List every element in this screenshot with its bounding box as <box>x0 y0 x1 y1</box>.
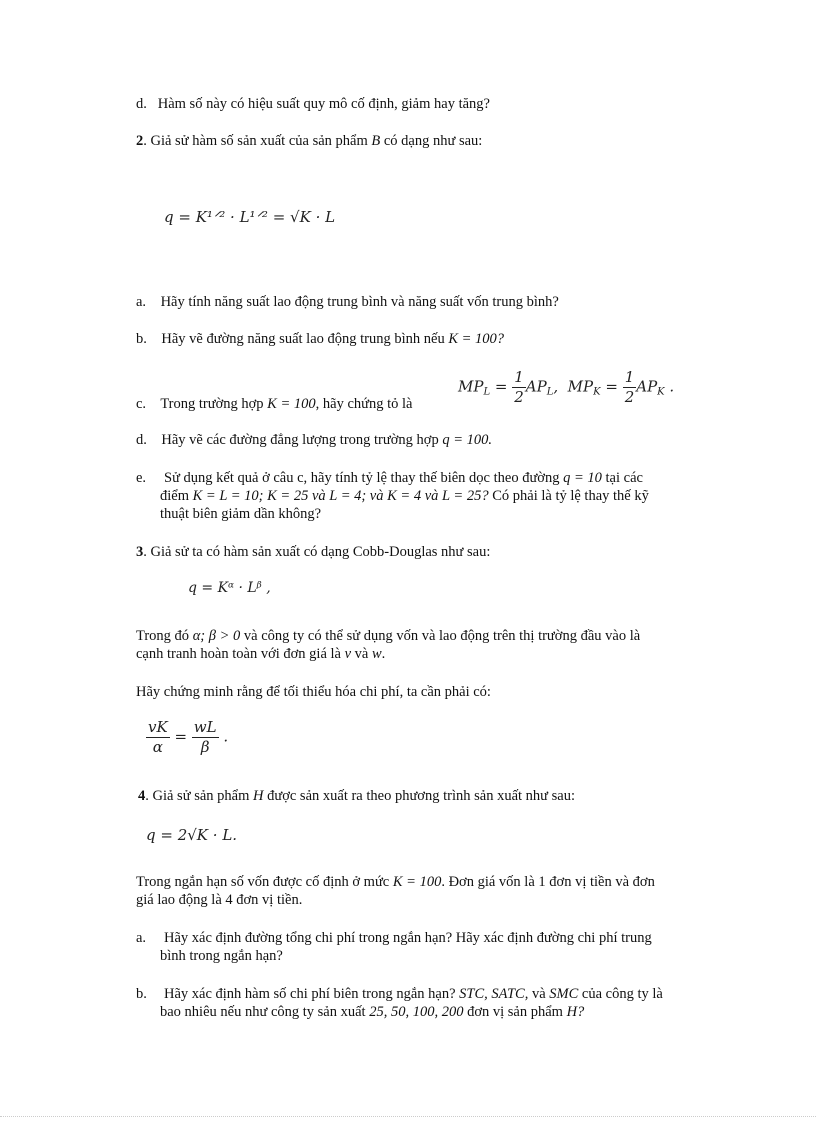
item-text: Hãy vẽ đường năng suất lao động trung bình nếu <box>161 331 449 347</box>
question-intro: . Giả sử sản phẩm <box>145 788 253 804</box>
item-math: K = L = 10; K = 25 và L = 4; và K = 4 và L = 25? <box>192 488 489 504</box>
q4-item-a-line2 <box>160 948 283 965</box>
item-condition: q = 100. <box>442 432 492 448</box>
item-condition: K = 100? <box>448 331 505 347</box>
question-number: 2 <box>136 133 144 149</box>
para-text: giá lao động là 4 đơn vị tiền. <box>136 892 303 908</box>
question-2-heading <box>136 133 482 150</box>
item-text: Sử dụng kết quả ở câu c, hãy tính tỷ lệ thay thế biên dọc theo đường <box>164 470 564 486</box>
para-text: cạnh tranh hoàn toàn với đơn giá là <box>136 646 345 662</box>
frac-left-den: α <box>152 738 163 756</box>
question-intro-end: có dạng như sau: <box>380 133 483 149</box>
formula-text: q = 2√K · L. <box>146 826 238 844</box>
item-label: b. <box>136 986 147 1002</box>
var-w: w <box>371 646 382 662</box>
item-math: 25, 50, 100, 200 <box>369 1004 464 1020</box>
item-text: thuật biên giảm dần không? <box>160 506 322 522</box>
q2-item-e <box>136 470 146 487</box>
item-math: STC, SATC, <box>459 986 529 1002</box>
formula-q3 <box>188 580 271 596</box>
q3-para1-line1 <box>136 628 640 645</box>
formula-q2 <box>164 208 335 226</box>
formula-mp-ap: $MP_L$ = $\frac{1}{2}$ $AP_L$, $MP_K$ = $\frac{1}{2}$ $AP_K$ . <box>458 368 675 406</box>
item-text: Hãy vẽ các đường đẳng lượng trong trường hợp <box>161 432 443 448</box>
para-text-post: . Đơn giá vốn là 1 đơn vị tiền và đơn <box>441 874 655 890</box>
item-text: bình trong ngắn hạn? <box>160 948 283 964</box>
para-text-post: và công ty có thể sử dụng vốn và lao động trên thị trường đầu vào là <box>240 628 641 644</box>
item-math-2: H? <box>566 1004 585 1020</box>
frac-right-num: wL <box>193 718 217 736</box>
question-number: 3 <box>136 544 144 560</box>
para-end: . <box>381 646 386 662</box>
item-text: điểm <box>160 488 193 504</box>
q2-item-e-line2 <box>160 488 649 505</box>
item-text: Trong trường hợp <box>160 396 268 412</box>
formula-text: q = Kᵅ · Lᵝ , <box>188 580 271 596</box>
item-label: e. <box>136 470 147 486</box>
q4-para1-line1 <box>136 874 655 891</box>
q2-item-b <box>136 331 504 348</box>
item-d-prev <box>136 96 490 113</box>
q2-item-a <box>136 294 559 311</box>
frac-left-num: vK <box>148 718 168 736</box>
item-label: c. <box>136 396 147 412</box>
q4-item-b-label <box>136 986 147 1003</box>
item-text-mid: và <box>528 986 550 1002</box>
formula-text: q = K¹ᐟ² · L¹ᐟ² = √K · L <box>164 208 336 226</box>
question-number: 4 <box>138 788 146 804</box>
item-label: b. <box>136 331 147 347</box>
question-intro-end: được sản xuất ra theo phương trình sản xuất như sau: <box>263 788 575 804</box>
q4-item-b-line1 <box>164 986 663 1003</box>
para-condition: K = 100 <box>392 874 442 890</box>
question-intro: . Giả sử ta có hàm sản xuất có dạng Cobb-Douglas như sau: <box>143 544 491 560</box>
item-label: d. <box>136 96 147 112</box>
item-label: d. <box>136 432 147 448</box>
item-text-post: của công ty là <box>578 986 663 1002</box>
q4-item-a-line1 <box>164 930 652 947</box>
formula-q3-ratio: $\frac{vK}{\alpha}$ = $\frac{wL}{\beta}$ . <box>148 718 229 756</box>
para-math: α; β > 0 <box>192 628 241 644</box>
para-text: Hãy chứng minh rằng để tối thiểu hóa chi phí, ta cần phải có: <box>136 684 491 700</box>
page-bottom-border <box>0 1116 816 1117</box>
product-name: B <box>371 133 381 149</box>
q4-para1-line2 <box>136 892 302 909</box>
item-condition: K = 100 <box>267 396 316 412</box>
item-text: Hãy xác định đường tổng chi phí trong ngắn hạn? Hãy xác định đường chi phí trung <box>164 930 652 946</box>
item-condition: q = 10 <box>563 470 602 486</box>
q3-para1-line2 <box>136 646 385 663</box>
frac-right-den: β <box>200 738 210 756</box>
item-text: bao nhiêu nếu như công ty sản xuất <box>160 1004 370 1020</box>
q2-item-e-line3 <box>160 506 321 523</box>
formula-q4 <box>146 826 237 844</box>
q2-item-d <box>136 432 492 449</box>
question-4-heading <box>138 788 575 805</box>
item-text-mid: đơn vị sản phẩm <box>463 1004 567 1020</box>
item-text-post: tại các <box>601 470 643 486</box>
item-text-post: , hãy chứng tỏ là <box>315 396 413 412</box>
item-text: Hàm số này có hiệu suất quy mô cố định, giảm hay tăng? <box>157 96 490 112</box>
product-name: H <box>252 788 264 804</box>
item-text-post: Có phải là tỷ lệ thay thế kỹ <box>488 488 649 504</box>
item-label: a. <box>136 294 147 310</box>
q2-item-c <box>136 396 413 413</box>
question-3-heading <box>136 544 490 561</box>
para-text: Trong ngắn hạn số vốn được cố định ở mức <box>136 874 393 890</box>
para-text: Trong đó <box>136 628 193 644</box>
var-v: v <box>344 646 352 662</box>
q4-item-a-label <box>136 930 146 947</box>
item-text: Hãy tính năng suất lao động trung bình và năng suất vốn trung bình? <box>160 294 559 310</box>
item-label: a. <box>136 930 147 946</box>
para-and: và <box>351 646 372 662</box>
q2-item-e-line1 <box>164 470 643 487</box>
item-math-2: SMC <box>549 986 579 1002</box>
q3-para2 <box>136 684 491 701</box>
q4-item-b-line2 <box>160 1004 584 1021</box>
question-intro: . Giả sử hàm số sản xuất của sản phẩm <box>143 133 372 149</box>
item-text: Hãy xác định hàm số chi phí biên trong ngắn hạn? <box>164 986 460 1002</box>
